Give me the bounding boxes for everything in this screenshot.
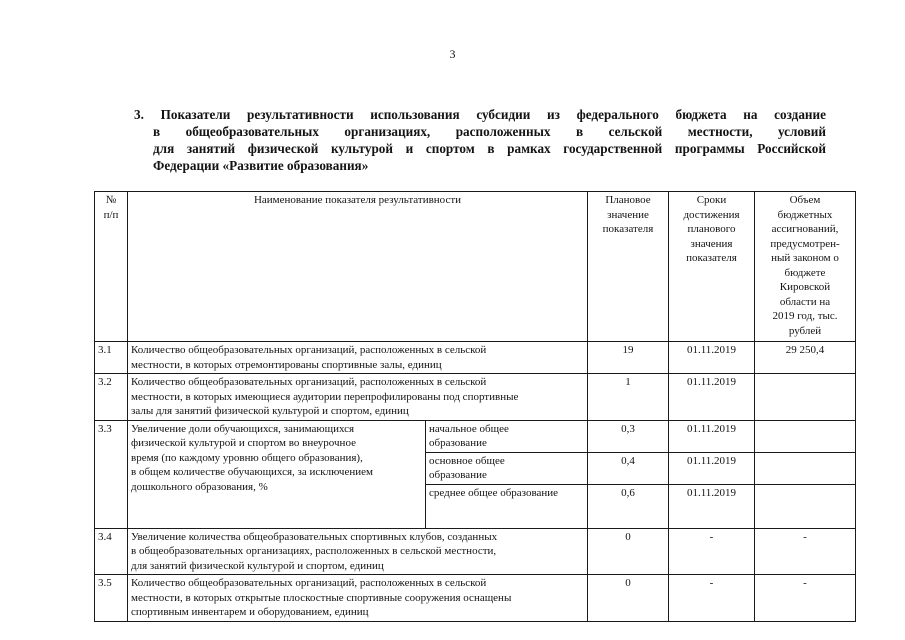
results-table — [94, 191, 856, 622]
column-header-deadline — [669, 192, 755, 342]
column-header-budget — [755, 192, 856, 342]
indicator-line: в общем количестве обучающихся, за исключением — [131, 466, 373, 478]
indicator-line: физической культурой и спортом во внеурочное — [131, 437, 356, 449]
indicator-line: для занятий физической культурой и спортом, единиц — [131, 559, 384, 572]
header-line: рублей — [788, 324, 822, 337]
indicator-name — [128, 420, 426, 528]
header-line: показателя — [686, 252, 737, 264]
column-header-plan — [588, 192, 669, 342]
plan-value: 19 — [588, 342, 669, 374]
indicator-line: местности, в которых отремонтированы спортивные залы, единиц — [131, 358, 442, 371]
column-header-name: Наименование показателя результативности — [128, 192, 588, 342]
table-header-row — [95, 192, 856, 342]
budget-value: - — [755, 528, 856, 575]
indicator-line: Увеличение доли обучающихся, занимающихся — [131, 422, 355, 435]
plan-value: 0,4 — [588, 452, 669, 484]
budget-value: 29 250,4 — [755, 342, 856, 374]
row-number: 3.1 — [95, 342, 128, 374]
indicator-line: местности, в которых открытые плоскостные спортивные сооружения оснащены — [131, 591, 512, 604]
header-line: Объем — [789, 194, 821, 206]
budget-value: - — [755, 575, 856, 622]
indicator-line: дошкольного образования, % — [131, 480, 268, 493]
indicator-line: в общеобразовательных организациях, расположенных в сельской местности, — [131, 545, 497, 557]
plan-value: 0,6 — [588, 484, 669, 528]
heading-line: Федерации «Развитие образования» — [153, 158, 369, 173]
header-line: ассигнований, — [771, 223, 839, 235]
deadline-value: 01.11.2019 — [669, 420, 755, 452]
heading-line: 3. Показатели результативности использования субсидии из федерального бюджета на создание — [134, 107, 826, 122]
deadline-value: 01.11.2019 — [669, 452, 755, 484]
header-line: Кировской — [779, 281, 831, 293]
header-line: бюджетных — [777, 208, 833, 221]
section-heading — [134, 106, 826, 174]
deadline-value: 01.11.2019 — [669, 342, 755, 374]
indicator-line: местности, в которых имеющиеся аудитории перепрофилированы под спортивные — [131, 390, 519, 403]
plan-value: 0,3 — [588, 420, 669, 452]
level-line: начальное общее — [429, 422, 509, 435]
indicator-line: Количество общеобразовательных организаций, расположенных в сельской — [131, 344, 487, 356]
budget-merged-cell — [755, 374, 856, 421]
level-line: основное общее — [429, 454, 505, 467]
education-level — [426, 420, 588, 452]
header-line: области на — [779, 295, 831, 308]
row-number: 3.2 — [95, 374, 128, 421]
row-number: 3.5 — [95, 575, 128, 622]
deadline-value: 01.11.2019 — [669, 374, 755, 421]
header-line: бюджете — [784, 266, 826, 279]
table-row — [95, 575, 856, 622]
deadline-value: - — [669, 528, 755, 575]
header-line: планового — [687, 223, 736, 235]
row-number: 3.4 — [95, 528, 128, 575]
header-line: 2019 год, тыс. — [772, 310, 838, 322]
header-line: Сроки — [696, 194, 727, 206]
header-line: п/п — [103, 208, 119, 221]
column-header-number — [95, 192, 128, 342]
table-row — [95, 342, 856, 374]
plan-value: 1 — [588, 374, 669, 421]
level-line: образование — [429, 437, 487, 449]
budget-empty-cell — [755, 484, 856, 528]
budget-empty-cell — [755, 420, 856, 452]
level-line: среднее общее образование — [429, 486, 559, 499]
indicator-name — [128, 528, 588, 575]
indicator-line: спортивным инвентарем и оборудованием, единиц — [131, 606, 369, 618]
indicator-name — [128, 575, 588, 622]
heading-line: в общеобразовательных организациях, расположенных в сельской местности, условий — [153, 124, 826, 139]
table-row — [95, 374, 856, 421]
header-line: Плановое — [605, 194, 651, 206]
header-line: предусмотрен- — [770, 237, 840, 250]
deadline-value: 01.11.2019 — [669, 484, 755, 528]
indicator-line: Количество общеобразовательных организаций, расположенных в сельской — [131, 577, 487, 589]
indicator-line: залы для занятий физической культурой и спортом, единиц — [131, 405, 409, 417]
indicator-line: Количество общеобразовательных организаций, расположенных в сельской — [131, 376, 487, 388]
header-line: показателя — [602, 223, 654, 235]
plan-value: 0 — [588, 575, 669, 622]
table-row — [95, 420, 856, 452]
header-line: значения — [690, 237, 733, 250]
header-line: достижения — [683, 208, 740, 221]
header-line: ный законом о — [771, 252, 839, 264]
indicator-line: время (по каждому уровню общего образования), — [131, 451, 363, 464]
level-line: образование — [429, 469, 487, 481]
indicator-name — [128, 374, 588, 421]
deadline-value: - — [669, 575, 755, 622]
budget-empty-cell — [755, 452, 856, 484]
row-number: 3.3 — [95, 420, 128, 528]
plan-value: 0 — [588, 528, 669, 575]
indicator-name — [128, 342, 588, 374]
education-level — [426, 484, 588, 528]
table-row — [95, 528, 856, 575]
header-line: значение — [607, 208, 649, 221]
heading-line: для занятий физической культурой и спортом в рамках государственной программы Российской — [153, 141, 826, 156]
indicator-line: Увеличение количества общеобразовательных спортивных клубов, созданных — [131, 530, 498, 543]
header-line: № — [105, 194, 117, 206]
education-level — [426, 452, 588, 484]
page-number: 3 — [449, 47, 456, 61]
